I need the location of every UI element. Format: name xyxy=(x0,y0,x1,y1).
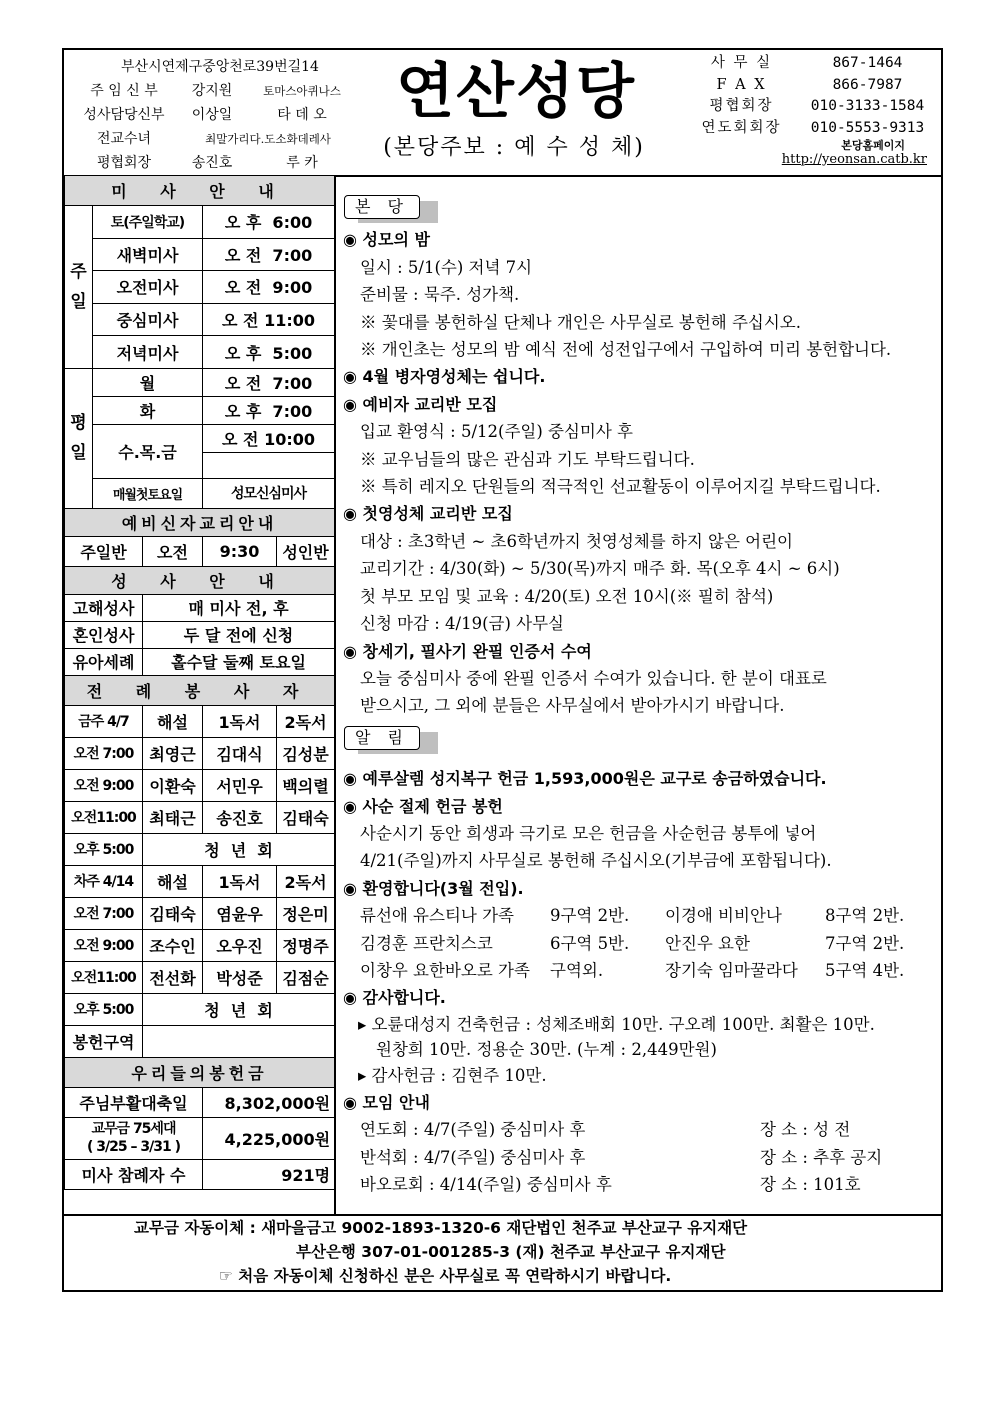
servers-title: 전 례 봉 사 자 xyxy=(65,675,335,705)
meeting-where: 장 소 : 성 전 xyxy=(760,1120,851,1140)
parish-title: 연산성당 xyxy=(396,57,636,127)
parish-item-line: ※ 개인초는 성모의 밤 예식 전에 성전입구에서 구입하여 미리 봉헌합니다. xyxy=(360,340,892,360)
staff-block xyxy=(70,55,370,175)
notice-tab xyxy=(344,724,420,751)
staff-row xyxy=(70,103,370,127)
mass-name: 토(주일학교) xyxy=(93,206,203,239)
contact-label: 사 무 실 xyxy=(710,55,773,71)
offering-label xyxy=(65,1117,203,1159)
parish-item-line: 받으시고, 그 외에 분들은 사무실에서 받아가시기 바랍니다. xyxy=(360,696,785,716)
parish-item-line: 일시 : 5/1(수) 저녁 7시 xyxy=(360,257,533,277)
servers-mass-time: 오후 5:00 xyxy=(65,993,143,1025)
welcome-cell: 구역외. xyxy=(550,960,604,980)
welcome-cell: 6구역 5반. xyxy=(550,933,630,953)
server-name: 정은미 xyxy=(277,897,335,929)
parish-item-heading: ◉ 4월 병자영성체는 쉽니다. xyxy=(343,367,546,387)
contact-label: 연도회회장 xyxy=(701,119,782,136)
server-name: 전선화 xyxy=(143,961,203,993)
section-header xyxy=(65,508,335,536)
servers-role: 해설 xyxy=(143,705,203,737)
footer-line: 교무금 자동이체 : 새마을금고 9002-1893-1320-6 재단법인 천주교 부산교구 유지재단 xyxy=(134,1219,748,1237)
meeting-what: 반석회 : 4/7(주일) 중심미사 후 xyxy=(360,1147,586,1167)
contact-row xyxy=(689,75,941,97)
catechumen-time: 9:30 xyxy=(203,536,277,566)
parish-item-line: ※ 특히 레지오 단원들의 적극적인 선교활동이 이루어지길 부탁드립니다. xyxy=(360,477,881,497)
contact-row xyxy=(689,118,941,140)
catechumen-title: 예비신자교리안내 xyxy=(65,508,335,536)
offering-row xyxy=(65,1087,335,1117)
offering-label-line: 교무금 75세대 xyxy=(91,1121,176,1138)
servers-role: 2독서 xyxy=(277,705,335,737)
news-column xyxy=(336,175,941,1214)
contact-row xyxy=(689,53,941,75)
server-name: 정명주 xyxy=(277,929,335,961)
section-header xyxy=(65,1057,335,1087)
mass-name: 매월첫토요일 xyxy=(93,478,203,508)
welcome-row xyxy=(336,930,941,957)
bulletin-subtitle: (본당주보 : 예 수 성 체) xyxy=(383,135,645,160)
welcome-cell: 5구역 4반. xyxy=(825,960,905,980)
jerusalem-notice: ◉ 예루살렘 성지복구 헌금 1,593,000원은 교구로 송금하였습니다. xyxy=(343,769,827,789)
meeting-row xyxy=(336,1116,941,1143)
mass-row xyxy=(65,478,335,508)
staff-name: 강지원 xyxy=(191,83,233,99)
lent-line: 사순시기 동안 희생과 극기로 모은 헌금을 사순헌금 봉투에 넣어 xyxy=(360,823,817,843)
lent-line: 4/21(주일)까지 사무실로 봉헌해 주십시오(기부금에 포함됩니다). xyxy=(360,851,832,871)
servers-mass-time: 오전 7:00 xyxy=(65,737,143,769)
servers-mass-time: 오전 7:00 xyxy=(65,897,143,929)
staff-row xyxy=(70,79,370,103)
sacrament-row xyxy=(65,648,335,675)
mass-time: 성모신심미사 xyxy=(203,478,335,508)
meeting-where: 장 소 : 101호 xyxy=(760,1175,861,1194)
staff-role: 성사담당신부 xyxy=(83,107,165,123)
homepage-link[interactable]: http://yeonsan.catb.kr xyxy=(781,152,927,167)
mass-name: 수.목.금 xyxy=(93,424,203,478)
mass-row xyxy=(65,271,335,304)
staff-role: 전교수녀 xyxy=(96,131,152,147)
offering-value: 8,302,000원 xyxy=(203,1087,335,1117)
mass-time: 오 전 7:00 xyxy=(203,238,335,271)
contact-number: 010-5553-9313 xyxy=(810,119,925,136)
parish-item-heading: ◉ 창세기, 필사기 완필 인증서 수여 xyxy=(343,641,592,661)
servers-mass-time: 오전 9:00 xyxy=(65,769,143,801)
staff-baptismal-name: 최말가리다.도소화데레사 xyxy=(205,132,331,146)
server-name: 송진호 xyxy=(203,801,277,833)
welcome-cell: 9구역 2반. xyxy=(550,906,630,926)
mass-row xyxy=(65,303,335,336)
mass-name: 중심미사 xyxy=(93,303,203,336)
servers-row xyxy=(65,993,335,1025)
server-name: 서민우 xyxy=(203,769,277,801)
section-header xyxy=(65,566,335,594)
meeting-what: 바오로회 : 4/14(주일) 중심미사 후 xyxy=(360,1175,612,1194)
parish-item-line: 신청 마감 : 4/19(금) 사무실 xyxy=(360,614,564,634)
contact-number: 866-7987 xyxy=(832,76,903,93)
sacrament-row xyxy=(65,594,335,621)
servers-header-row xyxy=(65,705,335,737)
welcome-cell: 류선애 유스티나 가족 xyxy=(360,906,514,926)
server-name: 오우진 xyxy=(203,929,277,961)
offering-label-period: ( 3/25 – 3/31 ) xyxy=(87,1139,180,1156)
parish-item-heading: ◉ 예비자 교리반 모집 xyxy=(343,394,498,414)
notice-tab-label: 알 림 xyxy=(344,726,420,750)
server-name: 김점순 xyxy=(277,961,335,993)
sacrament-row xyxy=(65,621,335,648)
offering-area-label: 봉헌구역 xyxy=(65,1025,143,1057)
catechumen-row xyxy=(65,536,335,566)
parish-item-line: 입교 환영식 : 5/12(주일) 중심미사 후 xyxy=(360,422,633,442)
welcome-cell: 김경훈 프란치스코 xyxy=(360,933,493,953)
staff-baptismal-name: 토마스아퀴나스 xyxy=(263,84,341,98)
welcome-cell: 8구역 2반. xyxy=(825,906,905,926)
servers-role: 1독서 xyxy=(203,705,277,737)
server-name: 김대식 xyxy=(203,737,277,769)
staff-name: 이상일 xyxy=(191,107,233,123)
mass-time: 오 전 11:00 xyxy=(203,303,335,336)
thanks-line: ▸ 감사헌금 : 김현주 10만. xyxy=(358,1065,547,1085)
server-name: 조수인 xyxy=(143,929,203,961)
parish-tab-label: 본 당 xyxy=(344,195,420,219)
mass-row xyxy=(65,396,335,424)
sunday-label: 주일 xyxy=(65,206,93,369)
mass-time: 오 후 7:00 xyxy=(203,396,335,424)
mass-time: 오 후 6:00 xyxy=(203,206,335,239)
catechumen-period: 오전 xyxy=(143,536,203,566)
servers-group: 청 년 회 xyxy=(143,833,335,865)
staff-baptismal-name: 루 카 xyxy=(286,155,318,171)
footer-line: 부산은행 307-01-001285-3 (재) 천주교 부산교구 유지재단 xyxy=(296,1243,726,1261)
thanks-line: ▸ 오륜대성지 건축헌금 : 성체조배회 10만. 구오례 100만. 최활은 10만. xyxy=(358,1014,875,1034)
contact-label: F A X xyxy=(716,76,767,93)
welcome-row xyxy=(336,957,941,984)
servers-mass-time: 오후 5:00 xyxy=(65,833,143,865)
mass-row xyxy=(65,336,335,369)
parish-item-line: ※ 교우님들의 많은 관심과 기도 부탁드립니다. xyxy=(360,449,695,469)
contact-number: 867-1464 xyxy=(832,55,903,71)
mass-time: 오 후 5:00 xyxy=(203,336,335,369)
offering-label: 주님부활대축일 xyxy=(65,1087,203,1117)
parish-item-line: 준비물 : 묵주. 성가책. xyxy=(360,285,520,305)
contact-block xyxy=(689,53,941,167)
servers-mass-time: 오전11:00 xyxy=(65,961,143,993)
mass-row xyxy=(65,368,335,396)
mass-name: 화 xyxy=(93,396,203,424)
server-name: 백의렬 xyxy=(277,769,335,801)
server-name: 이환숙 xyxy=(143,769,203,801)
mass-time: 오 전 10:00 xyxy=(203,424,335,452)
welcome-heading: ◉ 환영합니다(3월 전입). xyxy=(343,878,524,898)
mass-row xyxy=(65,238,335,271)
mass-row xyxy=(65,206,335,239)
servers-group: 청 년 회 xyxy=(143,993,335,1025)
parish-item-line: 첫 부모 모임 및 교육 : 4/20(토) 오전 10시(※ 필히 참석) xyxy=(360,586,774,606)
servers-row xyxy=(65,961,335,993)
parish-item-heading: ◉ 성모의 밤 xyxy=(343,230,430,250)
parish-item-line: 대상 : 초3학년 ~ 초6학년까지 첫영성체를 하지 않은 어린이 xyxy=(360,531,793,551)
servers-week: 금주 4/7 xyxy=(65,705,143,737)
welcome-cell: 7구역 2반. xyxy=(825,933,905,953)
section-header xyxy=(65,176,335,206)
thanks-heading: ◉ 감사합니다. xyxy=(343,988,446,1008)
mass-name: 오전미사 xyxy=(93,271,203,304)
sacrament-name: 혼인성사 xyxy=(65,621,143,648)
servers-week: 차주 4/14 xyxy=(65,865,143,897)
server-name: 최영근 xyxy=(143,737,203,769)
sacrament-value: 홀수달 둘째 토요일 xyxy=(143,648,335,675)
section-header xyxy=(65,675,335,705)
meeting-what: 연도회 : 4/7(주일) 중심미사 후 xyxy=(360,1120,586,1140)
servers-header-row xyxy=(65,865,335,897)
servers-row xyxy=(65,737,335,769)
lent-heading: ◉ 사순 절제 헌금 봉헌 xyxy=(343,796,503,816)
bulletin-page xyxy=(62,48,943,1292)
homepage-label: 본당홈페이지 xyxy=(841,139,905,152)
footer-bank-info xyxy=(64,1214,941,1294)
welcome-cell: 이창우 요한바오로 가족 xyxy=(360,960,530,980)
mass-time: 오 전 7:00 xyxy=(203,368,335,396)
meeting-row xyxy=(336,1144,941,1171)
staff-row xyxy=(70,127,370,151)
meeting-where: 장 소 : 추후 공지 xyxy=(760,1147,883,1167)
servers-row xyxy=(65,897,335,929)
catechumen-class: 주일반 xyxy=(65,536,143,566)
mass-row xyxy=(65,424,335,452)
parish-tab xyxy=(344,193,420,220)
parish-item-line: ※ 꽃대를 봉헌하실 단체나 개인은 사무실로 봉헌해 주십시오. xyxy=(360,312,801,332)
sacrament-value: 두 달 전에 신청 xyxy=(143,621,335,648)
servers-row xyxy=(65,801,335,833)
welcome-cell: 장기숙 임마꿀라다 xyxy=(665,960,798,980)
welcome-row xyxy=(336,902,941,929)
weekday-label: 평일 xyxy=(65,368,93,508)
server-name: 염윤우 xyxy=(203,897,277,929)
mass-time-empty xyxy=(203,452,335,478)
server-name: 박성준 xyxy=(203,961,277,993)
staff-row xyxy=(70,151,370,175)
welcome-cell: 안진우 요한 xyxy=(665,933,750,953)
servers-mass-time: 오전11:00 xyxy=(65,801,143,833)
sacrament-name: 유아세례 xyxy=(65,648,143,675)
mass-name: 새벽미사 xyxy=(93,238,203,271)
servers-role: 1독서 xyxy=(203,865,277,897)
contact-row xyxy=(689,96,941,118)
offering-row xyxy=(65,1117,335,1159)
mass-name: 저녁미사 xyxy=(93,336,203,369)
contact-label: 평협회장 xyxy=(709,98,774,114)
offering-label: 미사 참례자 수 xyxy=(65,1159,203,1189)
mass-title: 미 사 안 내 xyxy=(65,176,335,206)
welcome-cell: 이경애 비비안나 xyxy=(665,906,782,926)
schedule-table xyxy=(64,175,335,1190)
sacrament-title: 성 사 안 내 xyxy=(65,566,335,594)
staff-role: 주 임 신 부 xyxy=(90,83,158,99)
contact-number: 010-3133-1584 xyxy=(810,98,925,114)
offering-area-row xyxy=(65,1025,335,1057)
staff-name: 송진호 xyxy=(191,155,233,171)
offerings-title: 우리들의봉헌금 xyxy=(65,1057,335,1087)
offering-value: 4,225,000원 xyxy=(203,1117,335,1159)
sacrament-name: 고해성사 xyxy=(65,594,143,621)
server-name: 김태숙 xyxy=(143,897,203,929)
catechumen-target: 성인반 xyxy=(277,536,335,566)
server-name: 김성분 xyxy=(277,737,335,769)
offering-value: 921명 xyxy=(203,1159,335,1189)
thanks-line: 원창희 10만. 정용순 30만. (누계 : 2,449만원) xyxy=(376,1039,717,1059)
parish-item-line: 교리기간 : 4/30(화) ~ 5/30(목)까지 매주 화. 목(오후 4시 ~ 6시) xyxy=(360,559,840,579)
parish-item-line: 오늘 중심미사 중에 완필 인증서 수여가 있습니다. 한 분이 대표로 xyxy=(360,668,827,688)
servers-role: 2독서 xyxy=(277,865,335,897)
header xyxy=(64,50,941,177)
mass-time: 오 전 9:00 xyxy=(203,271,335,304)
servers-role: 해설 xyxy=(143,865,203,897)
parish-item-heading: ◉ 첫영성체 교리반 모집 xyxy=(343,504,513,524)
servers-row xyxy=(65,929,335,961)
offering-row xyxy=(65,1159,335,1189)
meeting-row xyxy=(336,1171,941,1198)
footer-line: ☞ 처음 자동이체 신청하신 분은 사무실로 꼭 연락하시기 바랍니다. xyxy=(219,1267,672,1285)
offering-area-value xyxy=(143,1025,335,1057)
staff-role: 평협회장 xyxy=(96,155,152,171)
staff-baptismal-name: 타 데 오 xyxy=(277,107,327,123)
sacrament-value: 매 미사 전, 후 xyxy=(143,594,335,621)
server-name: 김태숙 xyxy=(277,801,335,833)
parish-address: 부산시연제구중앙천로39번길14 xyxy=(121,59,319,75)
meeting-heading: ◉ 모임 안내 xyxy=(343,1092,430,1112)
schedule-column xyxy=(64,175,336,1214)
server-name: 최태근 xyxy=(143,801,203,833)
servers-row xyxy=(65,769,335,801)
mass-name: 월 xyxy=(93,368,203,396)
servers-row xyxy=(65,833,335,865)
servers-mass-time: 오전 9:00 xyxy=(65,929,143,961)
